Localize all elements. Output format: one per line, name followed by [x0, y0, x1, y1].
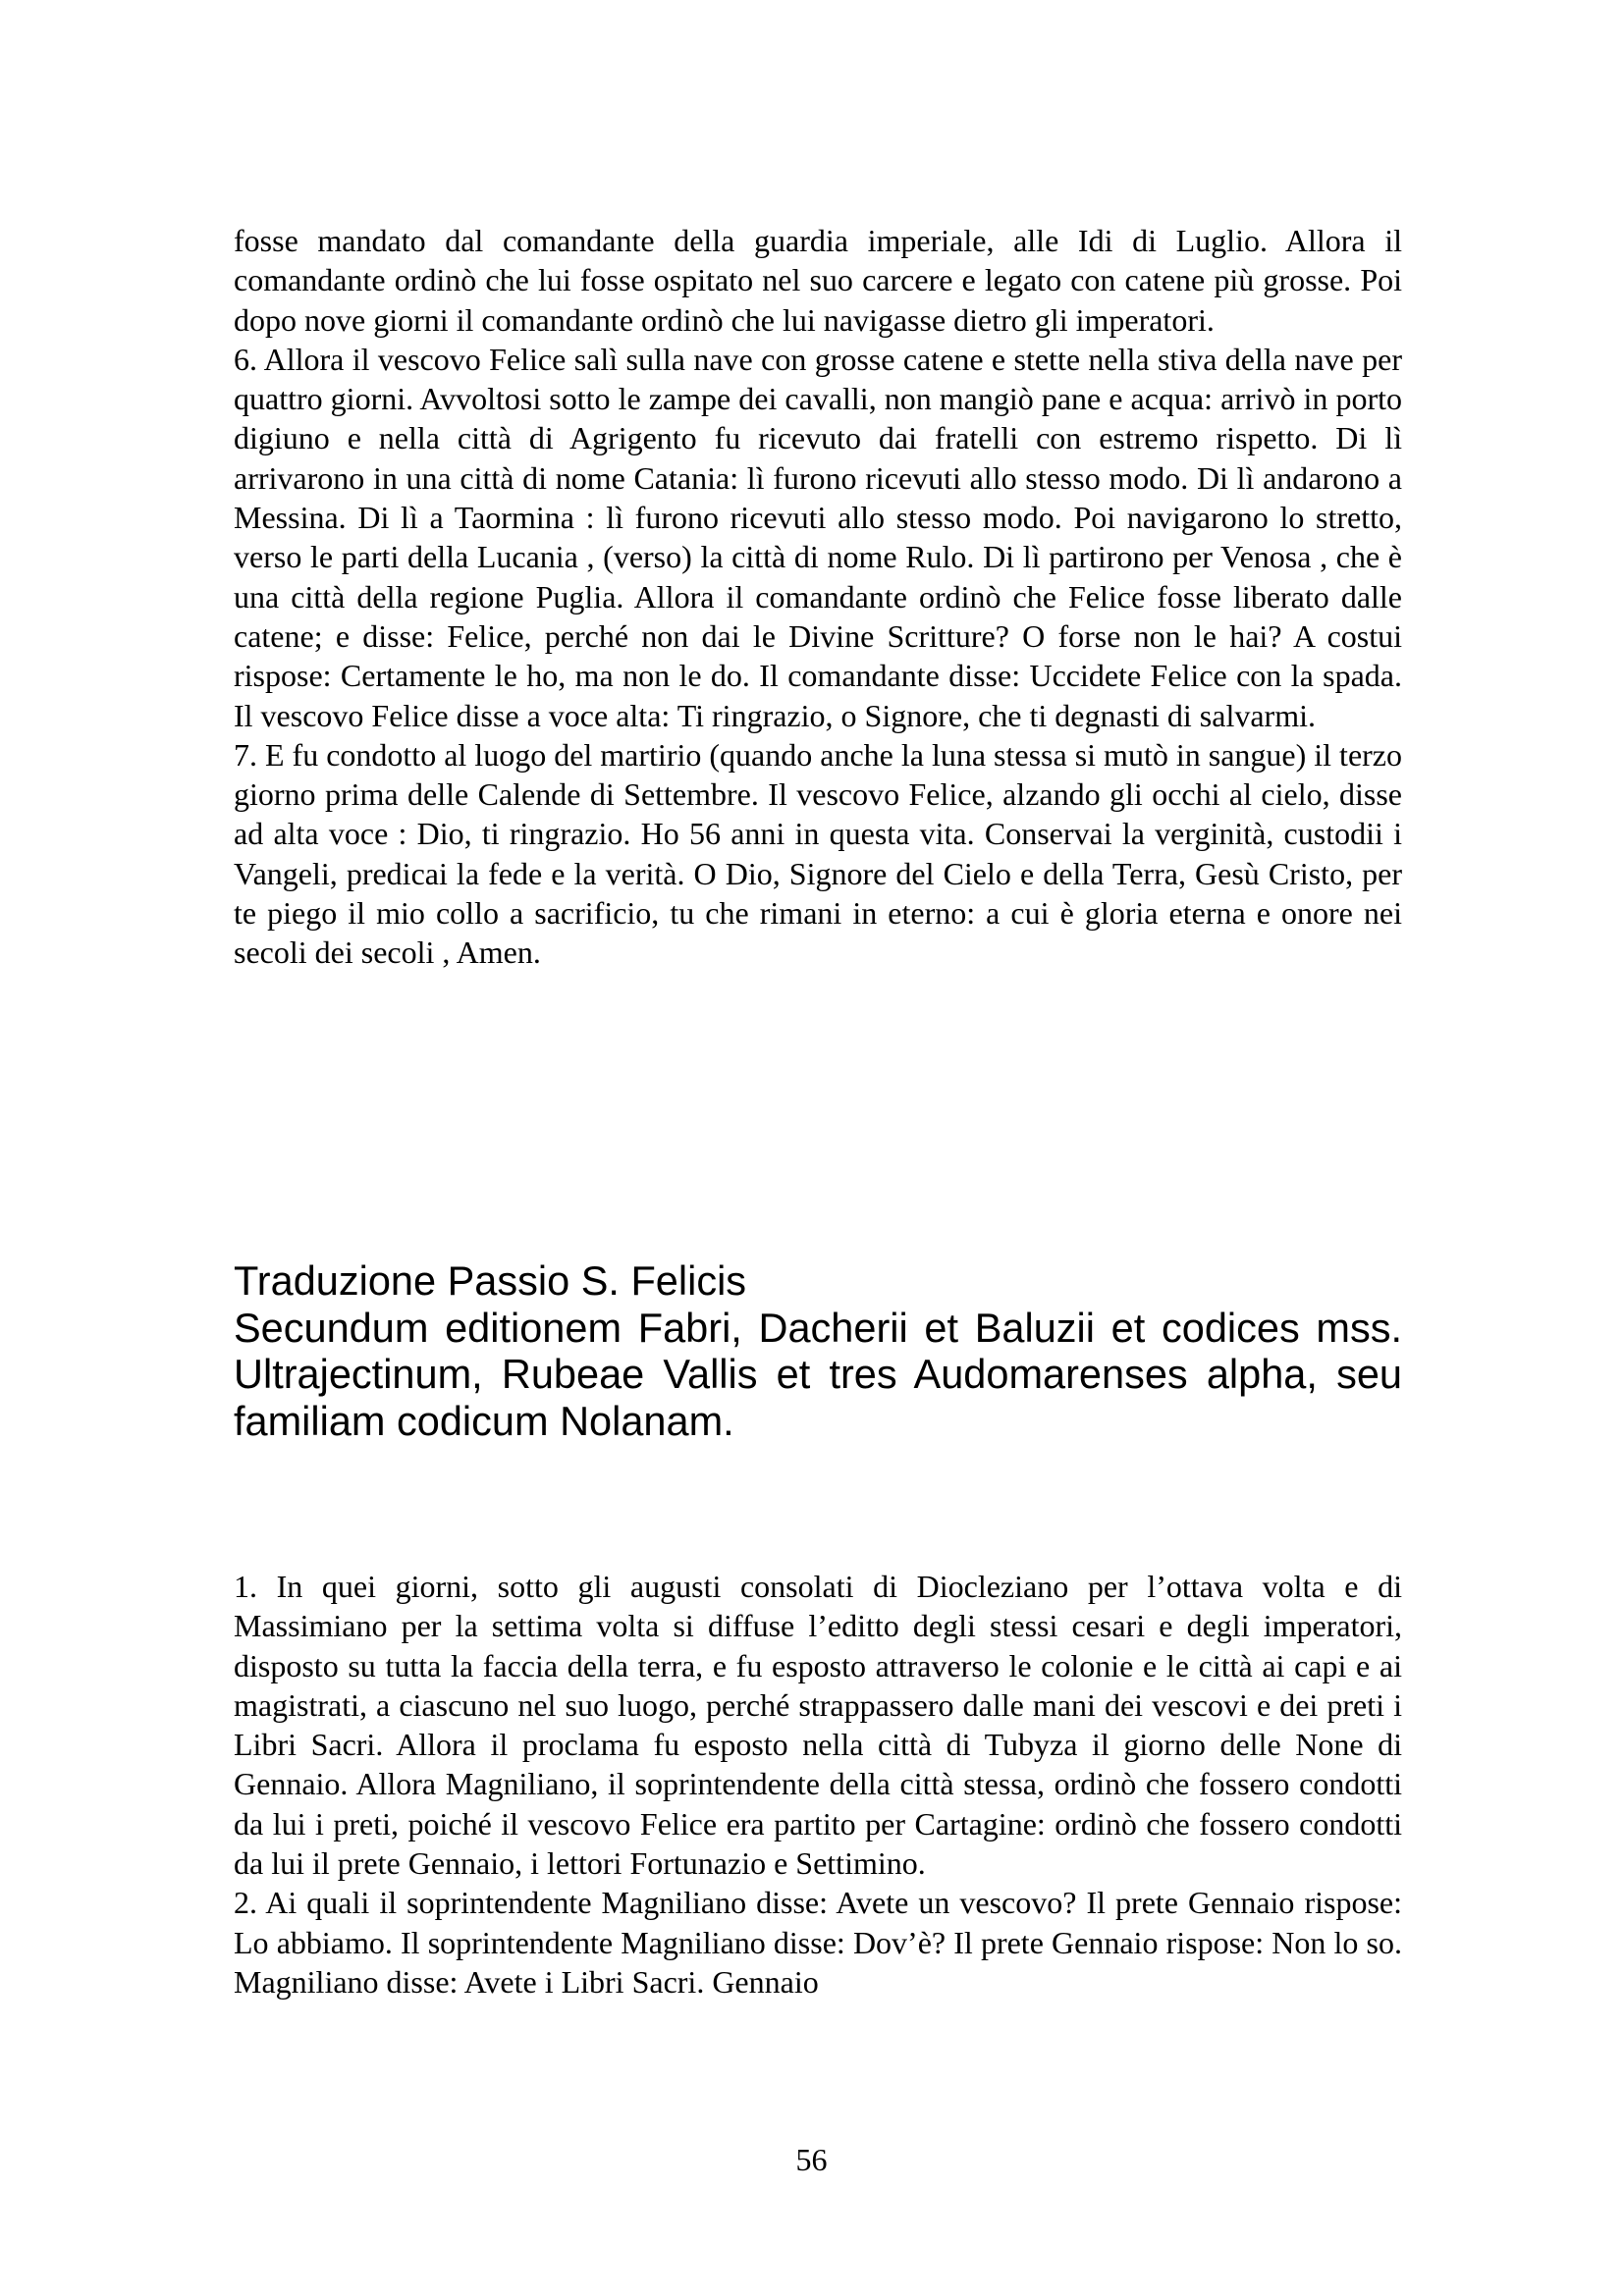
- paragraph-6: 6. Allora il vescovo Felice salì sulla nave con grosse catene e stette nella stiva della nave per quattro giorni. Avvoltosi sotto le zampe dei cavalli, non mangiò pane e acqua: arrivò in porto digiuno e nella città di Agrigento fu ricevuto dai fratelli con estremo rispetto. Di lì arrivarono in una città di nome Catania: lì furono ricevuti allo stesso modo. Di lì andarono a Messina. Di lì a Taormina : lì furono ricevuti allo stesso modo. Poi navigarono lo stretto, verso le parti della Lucania , (verso) la città di nome Rulo. Di lì partirono per Venosa , che è una città della regione Puglia. Allora il comandante ordinò che Felice fosse liberato dalle catene; e disse: Felice, perché non dai le Divine Scritture? O forse non le hai? A costui rispose: Certamente le ho, ma non le do. Il comandante disse: Uccidete Felice con la spada. Il vescovo Felice disse a voce alta: Ti ringrazio, o Signore, che ti degnasti di salvarmi.: [234, 341, 1402, 733]
- paragraph-1: 1. In quei giorni, sotto gli augusti consolati di Diocleziano per l’ottava volta e di Massimiano per la settima volta si diffuse l’editto degli stessi cesari e degli imperatori, disposto su tutta la faccia della terra, e fu esposto attraverso le colonie e le città ai capi e ai magistrati, a ciascuno nel suo luogo, perché strappassero dalle mani dei vescovi e dei preti i Libri Sacri. Allora il proclama fu esposto nella città di Tubyza il giorno delle None di Gennaio. Allora Magniliano, il soprintendente della città stessa, ordinò che fossero condotti da lui i preti, poiché il vescovo Felice era partito per Cartagine: ordinò che fossero condotti da lui il prete Gennaio, i lettori Fortunazio e Settimino.: [234, 1569, 1402, 1882]
- continuation-text: [234, 221, 1402, 973]
- translation-text: [234, 1567, 1402, 2002]
- heading-subtitle: Secundum editionem Fabri, Dacherii et Baluzii et codices mss. Ultrajectinum, Rubeae Vallis et tres Audomarenses alpha, seu familiam codicum Nolanam.: [234, 1304, 1402, 1444]
- section-heading: [234, 1257, 1402, 1444]
- paragraph-continuation: fosse mandato dal comandante della guardia imperiale, alle Idi di Luglio. Allora il comandante ordinò che lui fosse ospitato nel suo carcere e legato con catene più grosse. Poi dopo nove giorni il comandante ordinò che lui navigasse dietro gli imperatori.: [234, 223, 1402, 338]
- page-number: 56: [795, 2142, 828, 2177]
- paragraph-7: 7. E fu condotto al luogo del martirio (quando anche la luna stessa si mutò in sangue) il terzo giorno prima delle Calende di Settembre. Il vescovo Felice, alzando gli occhi al cielo, disse ad alta voce : Dio, ti ringrazio. Ho 56 anni in questa vita. Conservai la verginità, custodii i Vangeli, predicai la fede e la verità. O Dio, Signore del Cielo e della Terra, Gesù Cristo, per te piego il mio collo a sacrificio, tu che rimani in eterno: a cui è gloria eterna e onore nei secoli dei secoli , Amen.: [234, 736, 1402, 971]
- paragraph-2: 2. Ai quali il soprintendente Magniliano disse: Avete un vescovo? Il prete Gennaio rispose: Lo abbiamo. Il soprintendente Magniliano disse: Dov’è? Il prete Gennaio rispose: Non lo so. Magniliano disse: Avete i Libri Sacri. Gennaio: [234, 1885, 1402, 2000]
- heading-title: Traduzione Passio S. Felicis: [234, 1257, 747, 1304]
